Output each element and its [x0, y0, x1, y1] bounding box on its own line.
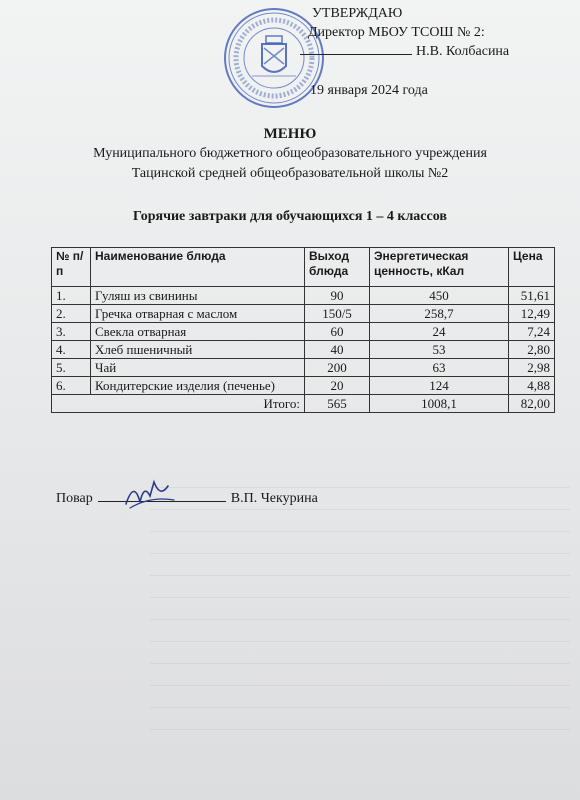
- table-row: [52, 287, 555, 305]
- total-label: Итого:: [52, 395, 305, 413]
- row-num: 5.: [52, 359, 91, 377]
- row-energy: 450: [370, 287, 509, 305]
- row-energy: 53: [370, 341, 509, 359]
- menu-table: [51, 247, 555, 413]
- row-output: 150/5: [305, 305, 370, 323]
- total-output: 565: [305, 395, 370, 413]
- row-num: 3.: [52, 323, 91, 341]
- row-num: 4.: [52, 341, 91, 359]
- menu-title: МЕНЮ: [263, 126, 317, 142]
- approve-word: УТВЕРЖДАЮ: [312, 6, 403, 21]
- row-price: 7,24: [509, 323, 555, 341]
- row-energy: 63: [370, 359, 509, 377]
- total-price: 82,00: [509, 395, 555, 413]
- row-energy: 124: [370, 377, 509, 395]
- row-name: Кондитерские изделия (печенье): [91, 377, 305, 395]
- cook-label: Повар: [56, 491, 93, 506]
- row-price: 2,98: [509, 359, 555, 377]
- row-output: 20: [305, 377, 370, 395]
- table-row: [52, 341, 555, 359]
- table-header-row: [52, 248, 555, 287]
- table-total-row: [52, 395, 555, 413]
- cook-name: В.П. Чекурина: [230, 491, 318, 506]
- row-name: Свекла отварная: [91, 323, 305, 341]
- row-num: 6.: [52, 377, 91, 395]
- row-energy: 24: [370, 323, 509, 341]
- row-name: Чай: [91, 359, 305, 377]
- column-header-name: Наименование блюда: [91, 248, 305, 287]
- row-price: 12,49: [509, 305, 555, 323]
- menu-subtitle: Горячие завтраки для обучающихся 1 – 4 классов: [133, 209, 447, 224]
- row-price: 51,61: [509, 287, 555, 305]
- approval-date: 19 января 2024 года: [310, 83, 428, 98]
- row-price: 2,80: [509, 341, 555, 359]
- column-header-price: Цена: [509, 248, 555, 287]
- row-energy: 258,7: [370, 305, 509, 323]
- row-num: 1.: [52, 287, 91, 305]
- director-signature-row: [300, 42, 570, 61]
- row-name: Гуляш из свинины: [91, 287, 305, 305]
- row-output: 200: [305, 359, 370, 377]
- row-output: 90: [305, 287, 370, 305]
- director-position: Директор МБОУ ТСОШ № 2:: [308, 25, 485, 40]
- approval-block: [300, 4, 570, 100]
- table-row: [52, 323, 555, 341]
- table-row: [52, 377, 555, 395]
- column-header-energy: Энергетическая ценность, кКал: [370, 248, 509, 287]
- cook-signature-row: [56, 488, 318, 507]
- column-header-output: Выход блюда: [305, 248, 370, 287]
- column-header-num: № п/п: [52, 248, 91, 287]
- table-row: [52, 305, 555, 323]
- organization-line-2: Тацинской средней общеобразовательной школы №2: [131, 166, 449, 181]
- row-num: 2.: [52, 305, 91, 323]
- handwritten-signature: [120, 474, 180, 514]
- bleed-through-texture: [150, 470, 570, 730]
- row-output: 60: [305, 323, 370, 341]
- signature-line: [300, 42, 412, 55]
- row-name: Хлеб пшеничный: [91, 341, 305, 359]
- row-output: 40: [305, 341, 370, 359]
- total-energy: 1008,1: [370, 395, 509, 413]
- organization-line-1: Муниципального бюджетного общеобразовательного учреждения: [93, 146, 487, 161]
- director-name: Н.В. Колбасина: [416, 44, 510, 59]
- row-price: 4,88: [509, 377, 555, 395]
- table-row: [52, 359, 555, 377]
- row-name: Гречка отварная с маслом: [91, 305, 305, 323]
